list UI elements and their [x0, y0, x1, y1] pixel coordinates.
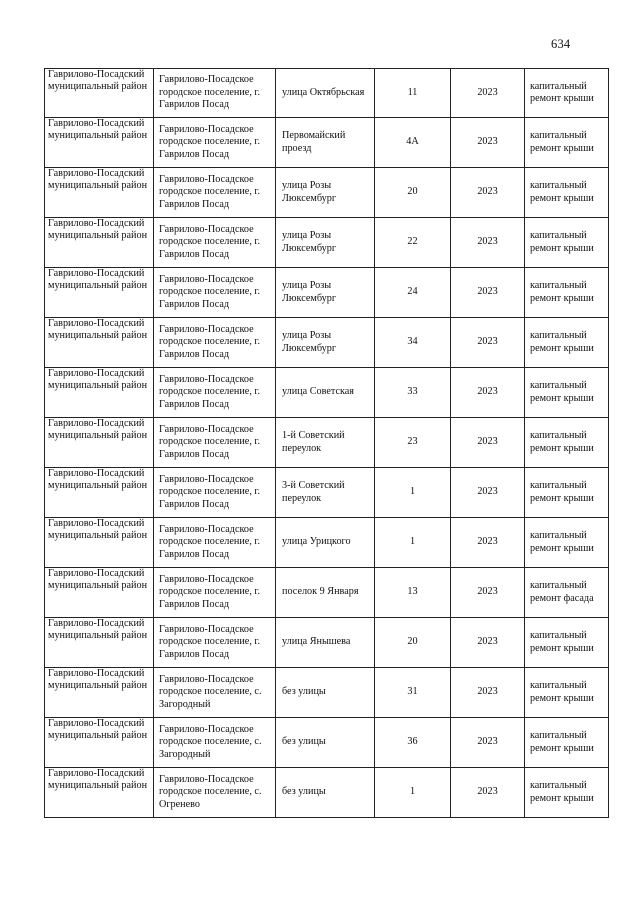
- work-type-cell: капитальный ремонт крыши: [525, 768, 609, 818]
- settlement-cell: Гаврилово-Посадское городское поселение, г. Гаврилов Посад: [154, 418, 276, 468]
- table-row: [45, 368, 609, 418]
- street-cell: 3-й Советский переулок: [276, 468, 375, 518]
- house-number-cell: 24: [375, 268, 451, 318]
- year-cell: 2023: [451, 468, 525, 518]
- district-cell: Гаврилово-Посадский муниципальный район: [45, 168, 154, 218]
- district-cell: Гаврилово-Посадский муниципальный район: [45, 768, 154, 818]
- street-cell: 1-й Советский переулок: [276, 418, 375, 468]
- work-type-cell: капитальный ремонт крыши: [525, 69, 609, 118]
- settlement-cell: Гаврилово-Посадское городское поселение, г. Гаврилов Посад: [154, 318, 276, 368]
- table-row: [45, 468, 609, 518]
- year-cell: 2023: [451, 568, 525, 618]
- settlement-cell: Гаврилово-Посадское городское поселение, г. Гаврилов Посад: [154, 368, 276, 418]
- table-row: [45, 668, 609, 718]
- house-number-cell: 1: [375, 468, 451, 518]
- table-row: [45, 568, 609, 618]
- table-row: [45, 418, 609, 468]
- work-type-cell: капитальный ремонт крыши: [525, 318, 609, 368]
- settlement-cell: Гаврилово-Посадское городское поселение, г. Гаврилов Посад: [154, 69, 276, 118]
- work-type-cell: капитальный ремонт крыши: [525, 468, 609, 518]
- year-cell: 2023: [451, 69, 525, 118]
- year-cell: 2023: [451, 668, 525, 718]
- house-number-cell: 36: [375, 718, 451, 768]
- district-cell: Гаврилово-Посадский муниципальный район: [45, 268, 154, 318]
- table-row: [45, 318, 609, 368]
- year-cell: 2023: [451, 368, 525, 418]
- house-number-cell: 1: [375, 768, 451, 818]
- district-cell: Гаврилово-Посадский муниципальный район: [45, 218, 154, 268]
- settlement-cell: Гаврилово-Посадское городское поселение, г. Гаврилов Посад: [154, 468, 276, 518]
- settlement-cell: Гаврилово-Посадское городское поселение, г. Гаврилов Посад: [154, 168, 276, 218]
- house-number-cell: 23: [375, 418, 451, 468]
- year-cell: 2023: [451, 618, 525, 668]
- table-row: [45, 618, 609, 668]
- district-cell: Гаврилово-Посадский муниципальный район: [45, 368, 154, 418]
- work-type-cell: капитальный ремонт крыши: [525, 118, 609, 168]
- house-number-cell: 11: [375, 69, 451, 118]
- house-number-cell: 22: [375, 218, 451, 268]
- settlement-cell: Гаврилово-Посадское городское поселение, г. Гаврилов Посад: [154, 618, 276, 668]
- district-cell: Гаврилово-Посадский муниципальный район: [45, 668, 154, 718]
- year-cell: 2023: [451, 168, 525, 218]
- table-row: [45, 768, 609, 818]
- house-number-cell: 33: [375, 368, 451, 418]
- street-cell: улица Октябрьская: [276, 69, 375, 118]
- street-cell: улица Советская: [276, 368, 375, 418]
- district-cell: Гаврилово-Посадский муниципальный район: [45, 568, 154, 618]
- street-cell: поселок 9 Января: [276, 568, 375, 618]
- district-cell: Гаврилово-Посадский муниципальный район: [45, 618, 154, 668]
- work-type-cell: капитальный ремонт крыши: [525, 418, 609, 468]
- year-cell: 2023: [451, 418, 525, 468]
- street-cell: улица Розы Люксембург: [276, 168, 375, 218]
- district-cell: Гаврилово-Посадский муниципальный район: [45, 118, 154, 168]
- street-cell: улица Розы Люксембург: [276, 318, 375, 368]
- year-cell: 2023: [451, 718, 525, 768]
- repair-schedule-table: [44, 68, 609, 818]
- table-row: [45, 69, 609, 118]
- table-row: [45, 718, 609, 768]
- work-type-cell: капитальный ремонт крыши: [525, 668, 609, 718]
- settlement-cell: Гаврилово-Посадское городское поселение, г. Гаврилов Посад: [154, 218, 276, 268]
- house-number-cell: 13: [375, 568, 451, 618]
- year-cell: 2023: [451, 118, 525, 168]
- district-cell: Гаврилово-Посадский муниципальный район: [45, 418, 154, 468]
- work-type-cell: капитальный ремонт крыши: [525, 218, 609, 268]
- house-number-cell: 31: [375, 668, 451, 718]
- year-cell: 2023: [451, 518, 525, 568]
- street-cell: без улицы: [276, 668, 375, 718]
- year-cell: 2023: [451, 318, 525, 368]
- table-row: [45, 268, 609, 318]
- work-type-cell: капитальный ремонт крыши: [525, 268, 609, 318]
- house-number-cell: 4А: [375, 118, 451, 168]
- work-type-cell: капитальный ремонт крыши: [525, 368, 609, 418]
- street-cell: Первомайский проезд: [276, 118, 375, 168]
- house-number-cell: 1: [375, 518, 451, 568]
- settlement-cell: Гаврилово-Посадское городское поселение, г. Гаврилов Посад: [154, 268, 276, 318]
- district-cell: Гаврилово-Посадский муниципальный район: [45, 468, 154, 518]
- table-row: [45, 168, 609, 218]
- street-cell: без улицы: [276, 768, 375, 818]
- table-row: [45, 218, 609, 268]
- settlement-cell: Гаврилово-Посадское городское поселение, с. Загородный: [154, 668, 276, 718]
- settlement-cell: Гаврилово-Посадское городское поселение, с. Загородный: [154, 718, 276, 768]
- work-type-cell: капитальный ремонт крыши: [525, 618, 609, 668]
- work-type-cell: капитальный ремонт фасада: [525, 568, 609, 618]
- year-cell: 2023: [451, 268, 525, 318]
- house-number-cell: 20: [375, 618, 451, 668]
- district-cell: Гаврилово-Посадский муниципальный район: [45, 318, 154, 368]
- settlement-cell: Гаврилово-Посадское городское поселение, г. Гаврилов Посад: [154, 568, 276, 618]
- page-number: 634: [551, 37, 571, 51]
- work-type-cell: капитальный ремонт крыши: [525, 518, 609, 568]
- work-type-cell: капитальный ремонт крыши: [525, 718, 609, 768]
- district-cell: Гаврилово-Посадский муниципальный район: [45, 718, 154, 768]
- settlement-cell: Гаврилово-Посадское городское поселение, с. Огренево: [154, 768, 276, 818]
- street-cell: улица Розы Люксембург: [276, 268, 375, 318]
- work-type-cell: капитальный ремонт крыши: [525, 168, 609, 218]
- house-number-cell: 20: [375, 168, 451, 218]
- street-cell: улица Розы Люксембург: [276, 218, 375, 268]
- settlement-cell: Гаврилово-Посадское городское поселение, г. Гаврилов Посад: [154, 518, 276, 568]
- district-cell: Гаврилово-Посадский муниципальный район: [45, 69, 154, 118]
- house-number-cell: 34: [375, 318, 451, 368]
- table-row: [45, 518, 609, 568]
- table-row: [45, 118, 609, 168]
- year-cell: 2023: [451, 218, 525, 268]
- settlement-cell: Гаврилово-Посадское городское поселение, г. Гаврилов Посад: [154, 118, 276, 168]
- year-cell: 2023: [451, 768, 525, 818]
- district-cell: Гаврилово-Посадский муниципальный район: [45, 518, 154, 568]
- street-cell: улица Урицкого: [276, 518, 375, 568]
- street-cell: без улицы: [276, 718, 375, 768]
- street-cell: улица Янышева: [276, 618, 375, 668]
